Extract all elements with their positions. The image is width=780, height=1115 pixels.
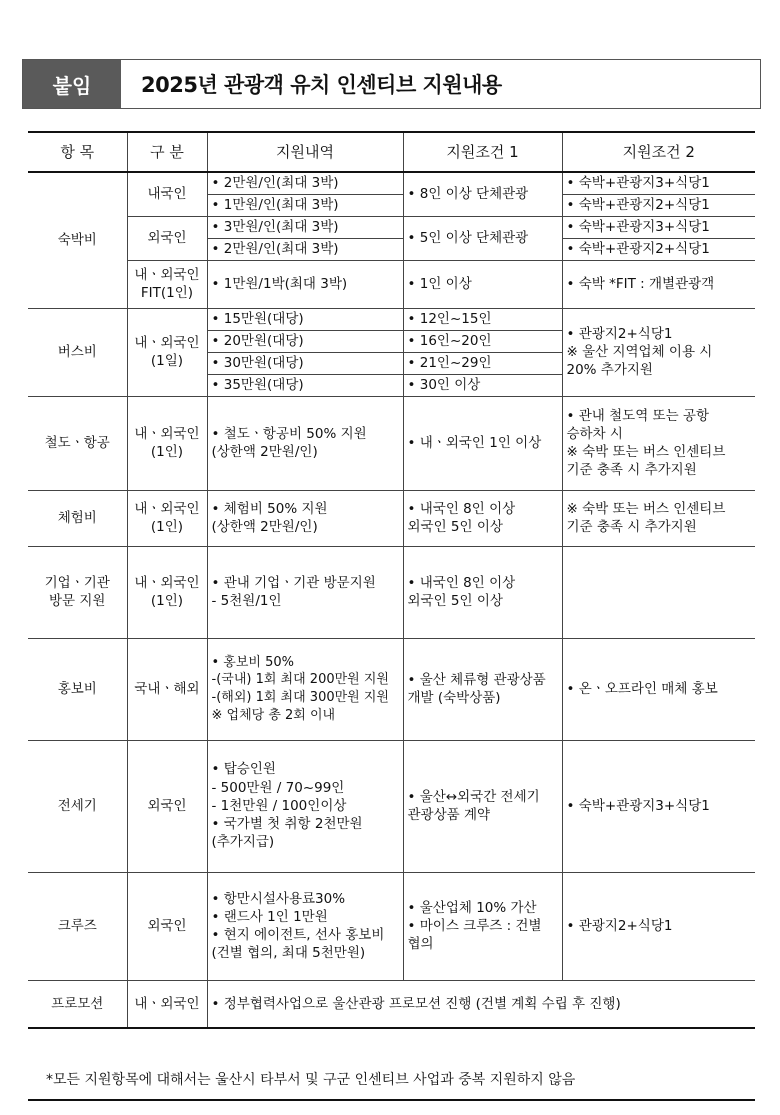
category-cell: 내ㆍ외국인 <box>127 980 207 1028</box>
condition-2-cell: • 관내 철도역 또는 공항 승하차 시 ※ 숙박 또는 버스 인센티브 기준 충족 시 추가지원 <box>562 396 755 490</box>
condition-2-cell: • 온ㆍ오프라인 매체 홍보 <box>562 638 755 740</box>
category-cell: 내ㆍ외국인 (1일) <box>127 308 207 396</box>
category-cell: 내ㆍ외국인 (1인) <box>127 546 207 638</box>
support-cell: • 관내 기업ㆍ기관 방문지원 - 5천원/1인 <box>207 546 403 638</box>
table-row <box>28 308 755 330</box>
item-experience: 체험비 <box>28 490 127 546</box>
table-row <box>28 260 755 308</box>
item-lodging: 숙박비 <box>28 172 127 308</box>
support-cell: • 탑승인원 - 500만원 / 70~99인 - 1천만원 / 100인이상 • 국가별 첫 취항 2천만원 (추가지급) <box>207 740 403 872</box>
condition-1-cell: • 내국인 8인 이상 외국인 5인 이상 <box>403 546 562 638</box>
support-cell: • 30만원(대당) <box>207 352 403 374</box>
support-cell: • 철도ㆍ항공비 50% 지원 (상한액 2만원/인) <box>207 396 403 490</box>
condition-1-cell: • 울산↔외국간 전세기 관광상품 계약 <box>403 740 562 872</box>
table-row <box>28 980 755 1028</box>
category-cell: 내ㆍ외국인 (1인) <box>127 396 207 490</box>
condition-1-cell: • 8인 이상 단체관광 <box>403 172 562 216</box>
item-charter: 전세기 <box>28 740 127 872</box>
table-row <box>28 546 755 638</box>
condition-1-cell: • 내ㆍ외국인 1인 이상 <box>403 396 562 490</box>
condition-2-cell: • 숙박+관광지3+식당1 <box>562 740 755 872</box>
table-row <box>28 172 755 194</box>
table-row <box>28 216 755 238</box>
table-row <box>28 396 755 490</box>
column-header-condition-1: 지원조건 1 <box>403 132 562 172</box>
condition-2-cell: • 숙박+관광지3+식당1 <box>562 216 755 238</box>
column-header-condition-2: 지원조건 2 <box>562 132 755 172</box>
category-domestic: 내국인 <box>127 172 207 216</box>
item-promotion-cost: 홍보비 <box>28 638 127 740</box>
category-cell: 내ㆍ외국인 (1인) <box>127 490 207 546</box>
support-cell: • 2만원/인(최대 3박) <box>207 172 403 194</box>
condition-2-cell: • 숙박+관광지2+식당1 <box>562 238 755 260</box>
condition-1-cell: • 울산 체류형 관광상품 개발 (숙박상품) <box>403 638 562 740</box>
category-cell: 외국인 <box>127 740 207 872</box>
category-cell: 국내ㆍ해외 <box>127 638 207 740</box>
condition-1-cell: • 5인 이상 단체관광 <box>403 216 562 260</box>
condition-1-cell: • 30인 이상 <box>403 374 562 396</box>
support-cell: • 체험비 50% 지원 (상한액 2만원/인) <box>207 490 403 546</box>
condition-1-cell: • 울산업체 10% 가산 • 마이스 크루즈 : 건별 협의 <box>403 872 562 980</box>
support-cell: • 1만원/1박(최대 3박) <box>207 260 403 308</box>
item-promotion: 프로모션 <box>28 980 127 1028</box>
condition-2-cell: • 숙박+관광지3+식당1 <box>562 172 755 194</box>
footnote: *모든 지원항목에 대해서는 울산시 타부서 및 구군 인센티브 사업과 중복 지원하지 않음 <box>46 1072 576 1088</box>
support-cell: • 15만원(대당) <box>207 308 403 330</box>
condition-2-cell: • 숙박+관광지2+식당1 <box>562 194 755 216</box>
condition-1-cell: • 21인~29인 <box>403 352 562 374</box>
incentive-table <box>28 131 755 1029</box>
table-row <box>28 872 755 980</box>
support-cell: • 항만시설사용료30% • 랜드사 1인 1만원 • 현지 에이전트, 선사 홍보비 (건별 협의, 최대 5천만원) <box>207 872 403 980</box>
column-header-support: 지원내역 <box>207 132 403 172</box>
document-title: 2025년 관광객 유치 인센티브 지원내용 <box>141 73 502 97</box>
bottom-divider <box>28 1099 755 1101</box>
support-cell: • 20만원(대당) <box>207 330 403 352</box>
support-cell: • 1만원/인(최대 3박) <box>207 194 403 216</box>
condition-2-cell: • 관광지2+식당1 <box>562 872 755 980</box>
support-cell: • 3만원/인(최대 3박) <box>207 216 403 238</box>
table-row <box>28 638 755 740</box>
condition-2-cell: ※ 숙박 또는 버스 인센티브 기준 충족 시 추가지원 <box>562 490 755 546</box>
condition-1-cell: • 12인~15인 <box>403 308 562 330</box>
table-row <box>28 490 755 546</box>
attachment-badge: 붙임 <box>23 60 121 108</box>
condition-2-cell: • 숙박 *FIT : 개별관광객 <box>562 260 755 308</box>
condition-1-cell: • 16인~20인 <box>403 330 562 352</box>
document-header <box>22 59 761 109</box>
condition-2-cell <box>562 546 755 638</box>
item-cruise: 크루즈 <box>28 872 127 980</box>
category-cell: 외국인 <box>127 872 207 980</box>
support-cell: • 35만원(대당) <box>207 374 403 396</box>
category-fit: 내ㆍ외국인 FIT(1인) <box>127 260 207 308</box>
condition-1-cell: • 내국인 8인 이상 외국인 5인 이상 <box>403 490 562 546</box>
category-foreign: 외국인 <box>127 216 207 260</box>
support-cell: • 정부협력사업으로 울산관광 프로모션 진행 (건별 계획 수립 후 진행) <box>207 980 755 1028</box>
item-corporate-visit: 기업ㆍ기관 방문 지원 <box>28 546 127 638</box>
support-cell: • 2만원/인(최대 3박) <box>207 238 403 260</box>
condition-2-cell: • 관광지2+식당1 ※ 울산 지역업체 이용 시 20% 추가지원 <box>562 308 755 396</box>
table-header-row <box>28 132 755 172</box>
support-cell: • 홍보비 50% -(국내) 1회 최대 200만원 지원 -(해외) 1회 최대 300만원 지원 ※ 업체당 총 2회 이내 <box>207 638 403 740</box>
item-bus: 버스비 <box>28 308 127 396</box>
item-rail-air: 철도ㆍ항공 <box>28 396 127 490</box>
condition-1-cell: • 1인 이상 <box>403 260 562 308</box>
column-header-item: 항 목 <box>28 132 127 172</box>
table-row <box>28 740 755 872</box>
column-header-category: 구 분 <box>127 132 207 172</box>
